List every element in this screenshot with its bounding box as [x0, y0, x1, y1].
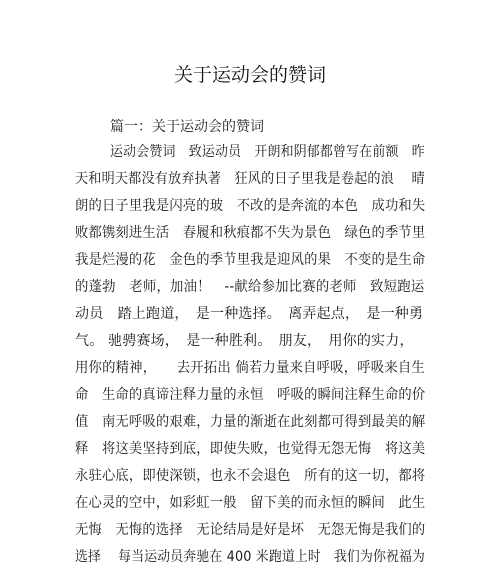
section-heading: 篇一：关于运动会的赞词	[110, 119, 264, 135]
text-line: 无悔 无悔的选择 无论结局是好是坏 无怨无悔是我们的	[75, 522, 426, 538]
text-line: 天和明天都没有放弃执著 狂风的日子里我是卷起的浪 晴	[75, 171, 425, 187]
text-line: 的蓬勃 老师，加油！ --献给参加比赛的老师 致短跑运	[75, 279, 425, 295]
text-line: 气。 驰骋赛场， 是一种胜利。 朋友， 用你的实力，	[75, 333, 414, 349]
text-line: 败都镌刻进生活 春履和秋痕都不失为景色 绿色的季节里	[75, 225, 426, 241]
document-title: 关于运动会的赞词	[173, 64, 326, 86]
text-line: 在心灵的空中，如彩虹一般 留下美的而永恒的瞬间 此生	[75, 495, 426, 511]
text-line: 我是烂漫的花 金色的季节里我是迎风的果 不变的是生命	[75, 252, 426, 268]
text-line: 命 生命的真谛注释力量的永恒 呼吸的瞬间注释生命的价	[75, 387, 426, 403]
text-line: 用你的精神， 去开拓出 倘若力量来自呼吸，呼吸来自生	[75, 360, 425, 376]
text-line: 值 南无呼吸的艰难，力量的渐逝在此刻都可得到最美的解	[75, 414, 426, 430]
text-line: 运动会赞词 致运动员 开朗和阴郁都曾写在前额 昨	[110, 144, 425, 160]
text-line: 永驻心底，即使深锁，也永不会退色 所有的这一切，都将	[75, 468, 426, 484]
text-line: 朗的日子里我是闪亮的玻 不改的是奔流的本色 成功和失	[75, 198, 426, 214]
text-line: 选择 每当运动员奔驰在 400 米跑道上时 我们为你祝福为	[75, 549, 425, 565]
text-line: 释 将这美坚持到底，即使失败，也觉得无怨无悔 将这美	[75, 441, 426, 457]
text-line: 动员 踏上跑道， 是一种选择。 离弄起点， 是一种勇	[75, 306, 424, 322]
